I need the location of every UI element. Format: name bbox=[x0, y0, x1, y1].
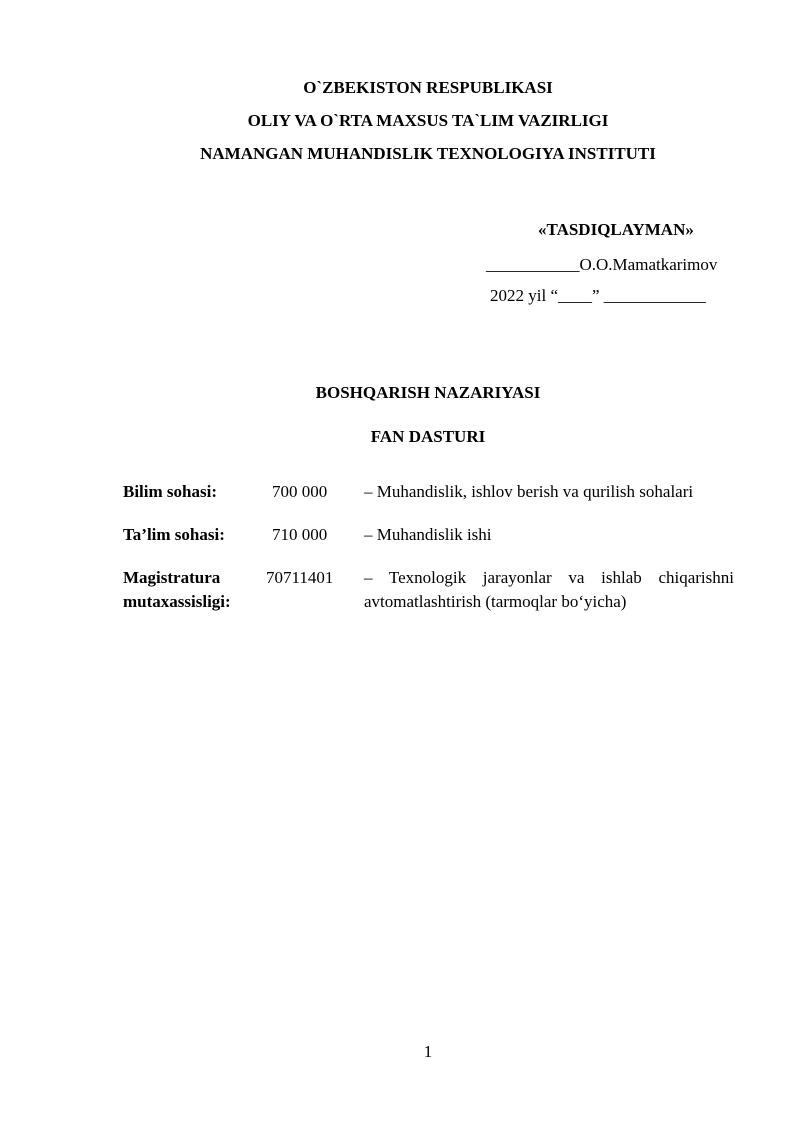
field-label-bilim-sohasi: Bilim sohasi: bbox=[123, 482, 217, 501]
field-label-talim-sohasi: Ta’lim sohasi: bbox=[123, 525, 225, 544]
field-code-bilim-sohasi: 700 000 bbox=[272, 482, 328, 501]
approval-signature-line: ___________O.O.Mamatkarimov bbox=[486, 255, 718, 274]
ministry-name-heading: OLIY VA O`RTA MAXSUS TA`LIM VAZIRLIGI bbox=[247, 111, 609, 130]
field-description-talim-sohasi: – Muhandislik ishi bbox=[364, 525, 492, 544]
field-code-magistratura: 70711401 bbox=[266, 568, 334, 587]
field-code-talim-sohasi: 710 000 bbox=[272, 525, 328, 544]
institute-name-heading: NAMANGAN MUHANDISLIK TEXNOLOGIYA INSTITUTI bbox=[200, 144, 656, 163]
approval-title: «TASDIQLAYMAN» bbox=[538, 220, 694, 239]
field-description-magistratura: – Texnologik jarayonlar va ishlab chiqarishni avtomatlashtirish (tarmoqlar bo‘yicha) bbox=[364, 568, 734, 611]
subject-title: BOSHQARISH NAZARIYASI bbox=[315, 383, 541, 402]
document-type-title: FAN DASTURI bbox=[370, 427, 486, 446]
page-number: 1 bbox=[423, 1042, 433, 1061]
approval-date-line: 2022 yil “____” ____________ bbox=[490, 286, 706, 305]
field-label-magistratura: Magistratura mutaxassisligi: bbox=[123, 568, 231, 611]
ministry-country-heading: O`ZBEKISTON RESPUBLIKASI bbox=[303, 78, 553, 97]
field-description-bilim-sohasi: – Muhandislik, ishlov berish va qurilish sohalari bbox=[364, 482, 694, 501]
